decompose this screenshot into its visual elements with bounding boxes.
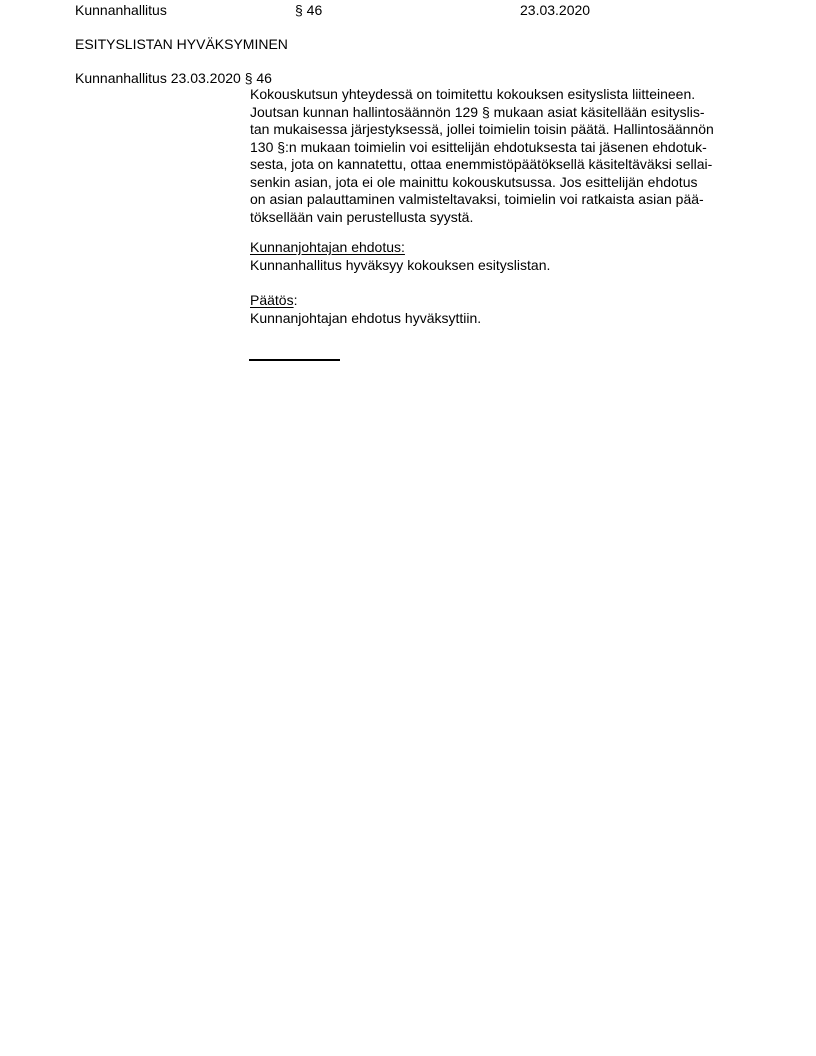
decision-label — [250, 292, 297, 308]
header-committee: Kunnanhallitus — [75, 2, 167, 18]
body-paragraph — [250, 86, 760, 226]
body-line: senkin asian, jota ei ole mainittu kokouskutsussa. Jos esittelijän ehdotus — [250, 173, 698, 190]
decision-text: Kunnanjohtajan ehdotus hyväksyttiin. — [250, 310, 482, 326]
section-heading: Kunnanhallitus 23.03.2020 § 46 — [75, 70, 272, 86]
header-section-number: § 46 — [295, 2, 323, 18]
body-line: Joutsan kunnan hallintosäännön 129 § mukaan asiat käsitellään esityslis- — [250, 103, 705, 120]
proposal-text: Kunnanhallitus hyväksyy kokouksen esityslistan. — [250, 257, 551, 273]
body-line: tan mukaisessa järjestyksessä, jollei toimielin toisin päätä. Hallintosäännön — [250, 121, 714, 137]
signature-line — [249, 359, 340, 361]
body-line: sesta, jota on kannatettu, ottaa enemmistöpäätöksellä käsiteltäväksi sellai- — [250, 156, 713, 172]
header-date: 23.03.2020 — [520, 2, 591, 18]
decision-label-colon: : — [293, 292, 298, 308]
body-line: on asian palauttaminen valmisteltavaksi, toimielin voi ratkaista asian pää- — [250, 191, 704, 207]
proposal-label: Kunnanjohtajan ehdotus: — [250, 239, 405, 255]
decision-label-text: Päätös — [250, 292, 294, 308]
body-line: töksellään vain perustellusta syystä. — [250, 208, 474, 225]
body-line: 130 §:n mukaan toimielin voi esittelijän ehdotuksesta tai jäsenen ehdotuk- — [250, 138, 707, 155]
body-line: Kokouskutsun yhteydessä on toimitettu kokouksen esityslista liitteineen. — [250, 86, 696, 102]
page-title: ESITYSLISTAN HYVÄKSYMINEN — [75, 36, 288, 52]
